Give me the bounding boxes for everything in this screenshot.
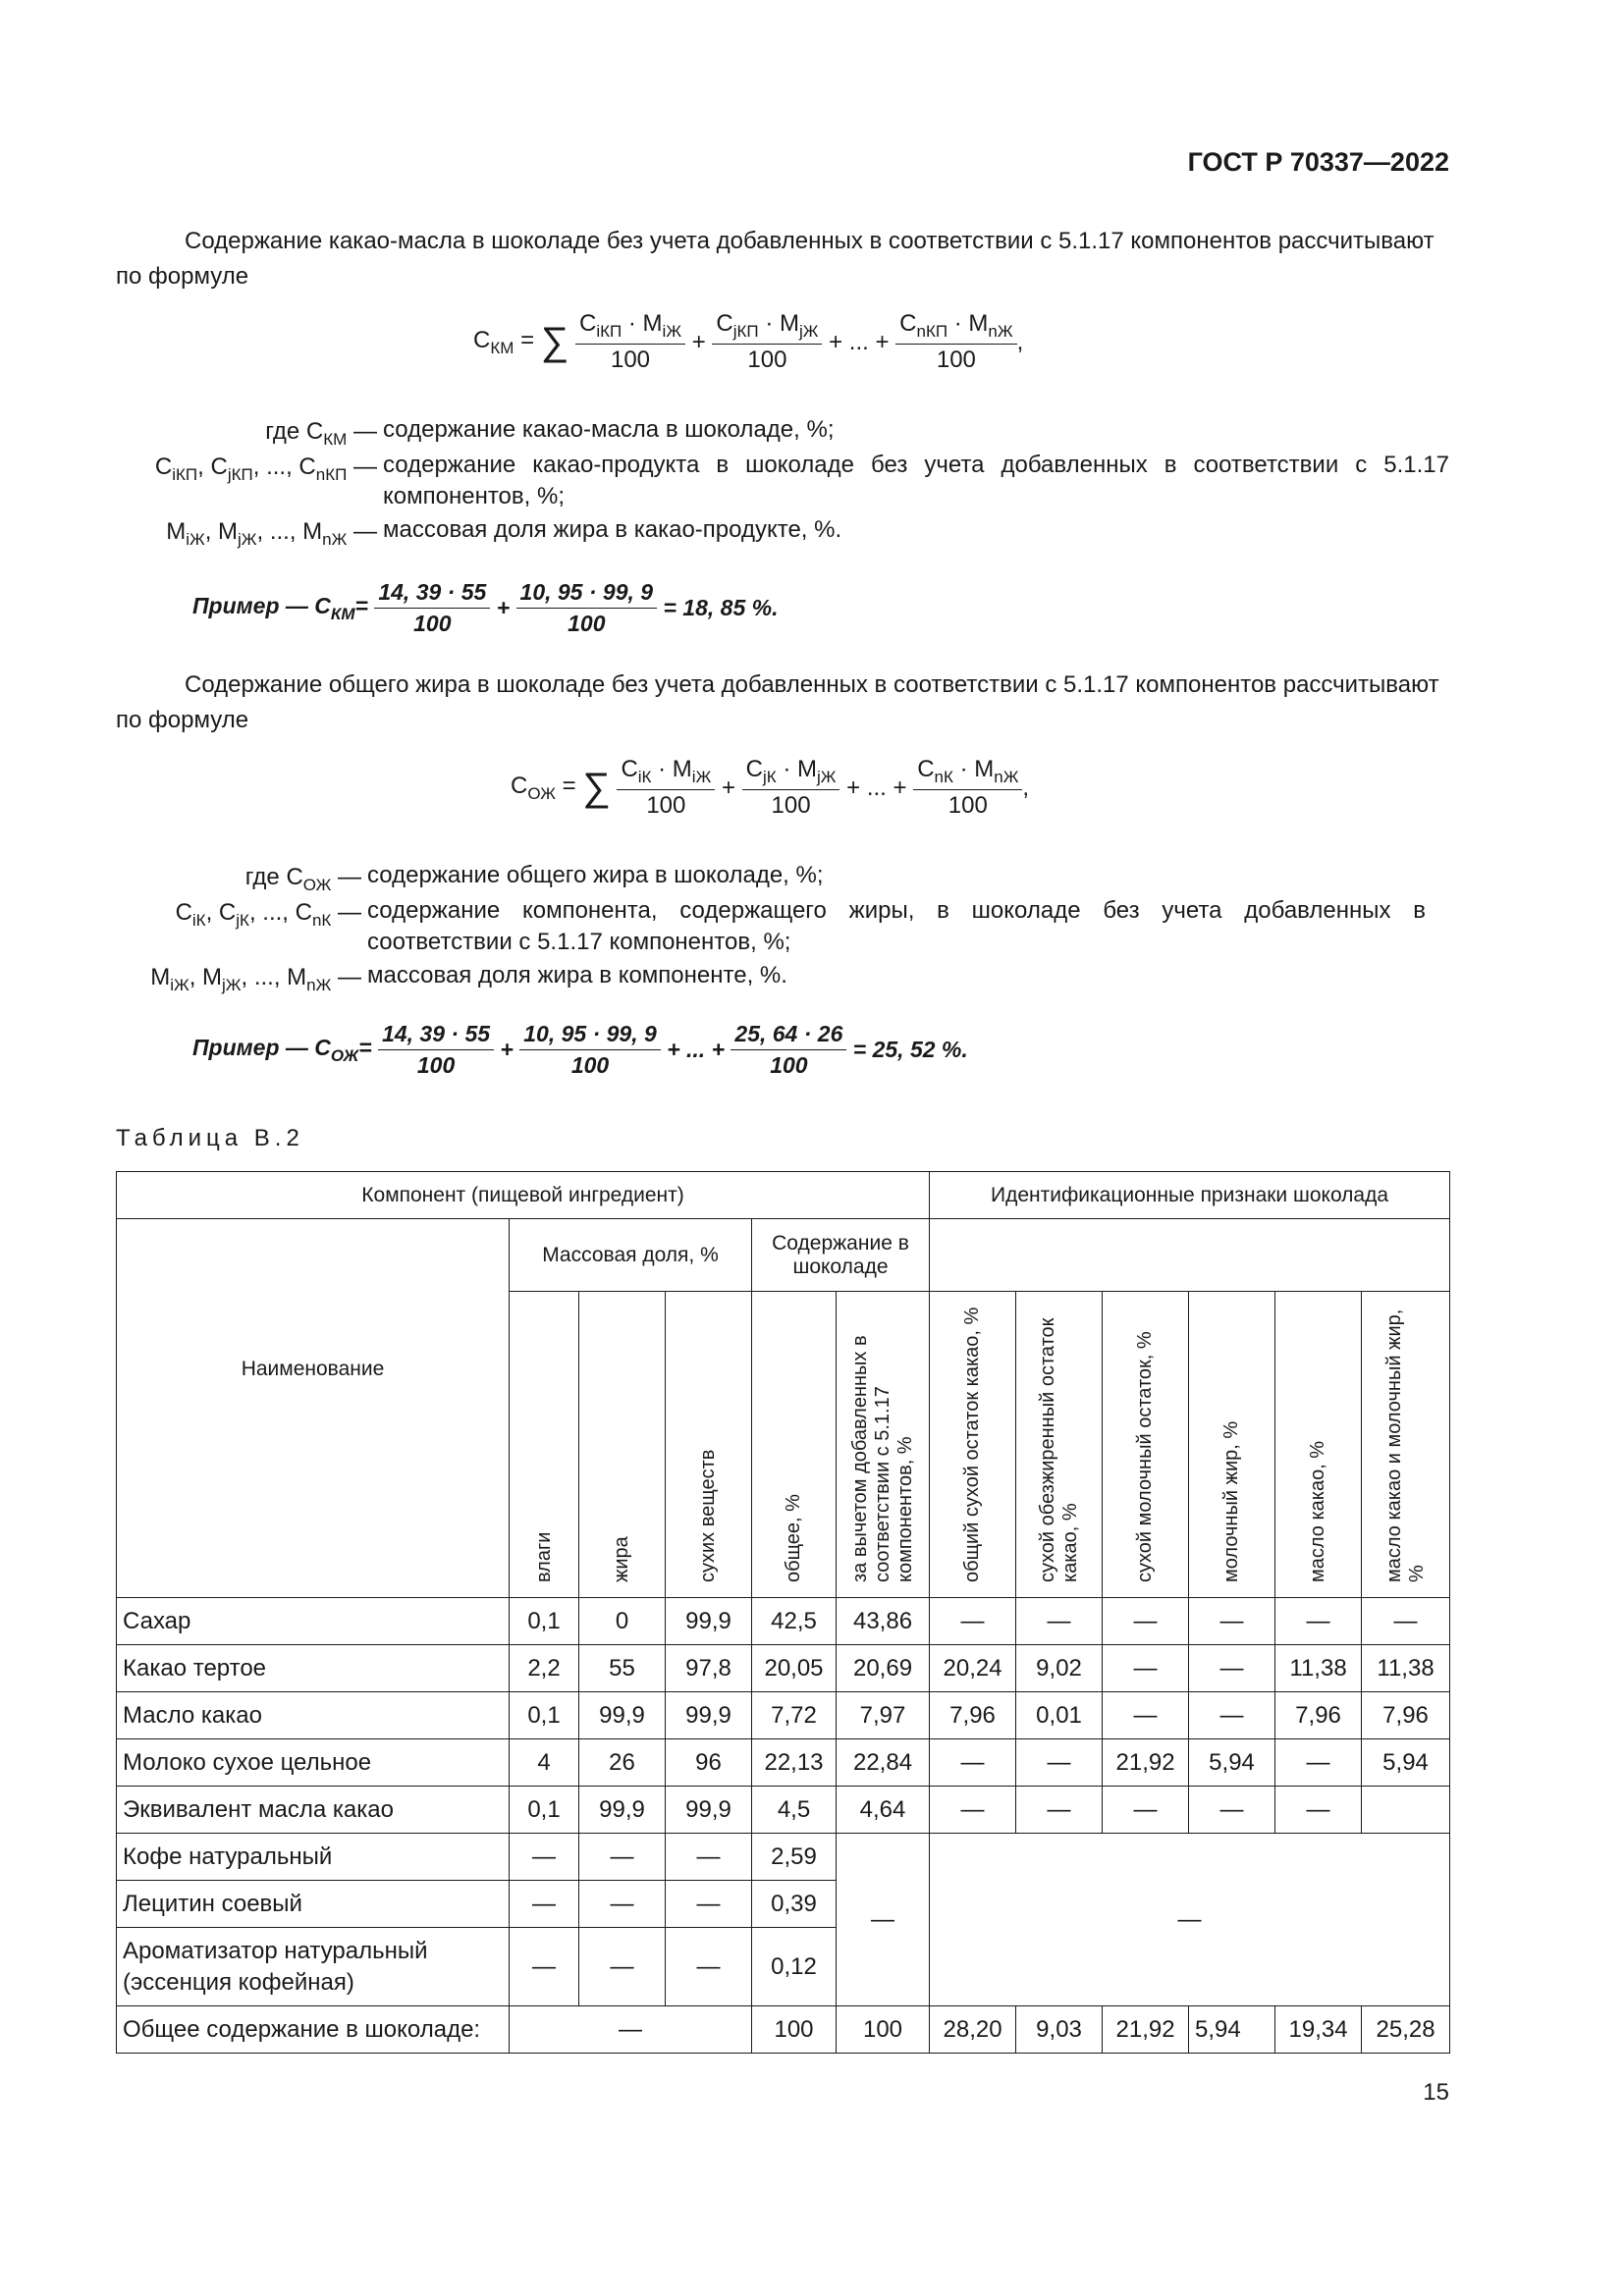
merged-dash-cell: —: [930, 1834, 1450, 2006]
col-header: жира: [579, 1292, 666, 1598]
paragraph-2: Содержание общего жира в шоколаде без учета добавленных в соответствии с 5.1.17 компонентов рассчитывают по формуле: [116, 671, 1439, 733]
example-2: Пример — $C_{ОЖ}=$ $\frac{14, 39 \cdot 55}{100}$ + $\frac{10, 95 \cdot 99, 9}{100}$ + ... + $\frac{25, 64 \cdot 26}{100}$ = 25, 52 %.: [192, 1021, 968, 1078]
document-header: ГОСТ Р 70337—2022: [1187, 147, 1449, 177]
page-number: 15: [1423, 2079, 1449, 2106]
table-row: Сахар 0,1 0 99,9 42,5 43,86 — — — — — —: [117, 1598, 1450, 1645]
formula-total-fat: $C_{ОЖ}$ = ∑ $C_{iК} \cdot M_{iЖ}$ 100 + $C_{jК} \cdot M_{jЖ}$ 100 + ... + $C_{nК} \cdot M_{nЖ}$ 100 ,: [511, 756, 1030, 819]
table-row: Ароматизатор натуральный (эссенция кофейная) — — — 0,12: [117, 1928, 1450, 2006]
col-header: масло какао, %: [1275, 1292, 1362, 1598]
col-header: сухой молочный остаток, %: [1103, 1292, 1189, 1598]
col-header: молочный жир, %: [1189, 1292, 1275, 1598]
col-header: масло какао и молочный жир, %: [1362, 1292, 1450, 1598]
table-row-total: Общее содержание в шоколаде: — 100 100 28,20 9,03 21,92 5,94 19,34 25,28: [117, 2006, 1450, 2054]
header-content: Содержание в шоколаде: [752, 1219, 930, 1292]
formula-cocoa-butter: $C_{КМ}$ = ∑ $C_{iКП} \cdot M_{iЖ}$ 100 + $C_{jКП} \cdot M_{jЖ}$ 100 + ... + $C_{nКП} \cdot M_{nЖ}$ 100 ,: [473, 310, 1024, 373]
header-name: Наименование: [117, 1219, 510, 1598]
table-row: Какао тертое 2,2 55 97,8 20,05 20,69 20,24 9,02 — — 11,38 11,38: [117, 1645, 1450, 1692]
example-1: Пример — $C_{КМ}=$ $\frac{14, 39 \cdot 55}{100}$ + $\frac{10, 95 \cdot 99, 9}{100}$ = 18, 85 %.: [192, 579, 779, 636]
col-header: за вычетом добавленных в соответствии с 5.1.17 компонентов, %: [837, 1292, 930, 1598]
col-header: общий сухой остаток какао, %: [930, 1292, 1016, 1598]
col-header: сухой обезжиренный остаток какао, %: [1016, 1292, 1103, 1598]
header-component: Компонент (пищевой ингредиент): [117, 1172, 930, 1219]
table-row: Эквивалент масла какао 0,1 99,9 99,9 4,5 4,64 — — — — —: [117, 1787, 1450, 1834]
table-row: Молоко сухое цельное 4 26 96 22,13 22,84 — — 21,92 5,94 — 5,94: [117, 1739, 1450, 1787]
table-row: Масло какао 0,1 99,9 99,9 7,72 7,97 7,96 0,01 — — 7,96 7,96: [117, 1692, 1450, 1739]
table-caption: Таблица В.2: [116, 1125, 304, 1151]
col-header: сухих веществ: [666, 1292, 752, 1598]
table-row: Кофе натуральный — — — 2,59 — —: [117, 1834, 1450, 1881]
paragraph-1: Содержание какао-масла в шоколаде без учета добавленных в соответствии с 5.1.17 компонентов рассчитывают по формуле: [116, 228, 1435, 290]
data-table: [116, 1171, 1450, 2054]
header-mass: Массовая доля, %: [510, 1219, 752, 1292]
col-header: общее, %: [752, 1292, 837, 1598]
header-ident: Идентификационные признаки шоколада: [930, 1172, 1450, 1219]
merged-dash-cell: —: [837, 1834, 930, 2006]
col-header: влаги: [510, 1292, 579, 1598]
header-blank: [930, 1219, 1450, 1292]
table-row: Лецитин соевый — — — 0,39: [117, 1881, 1450, 1928]
